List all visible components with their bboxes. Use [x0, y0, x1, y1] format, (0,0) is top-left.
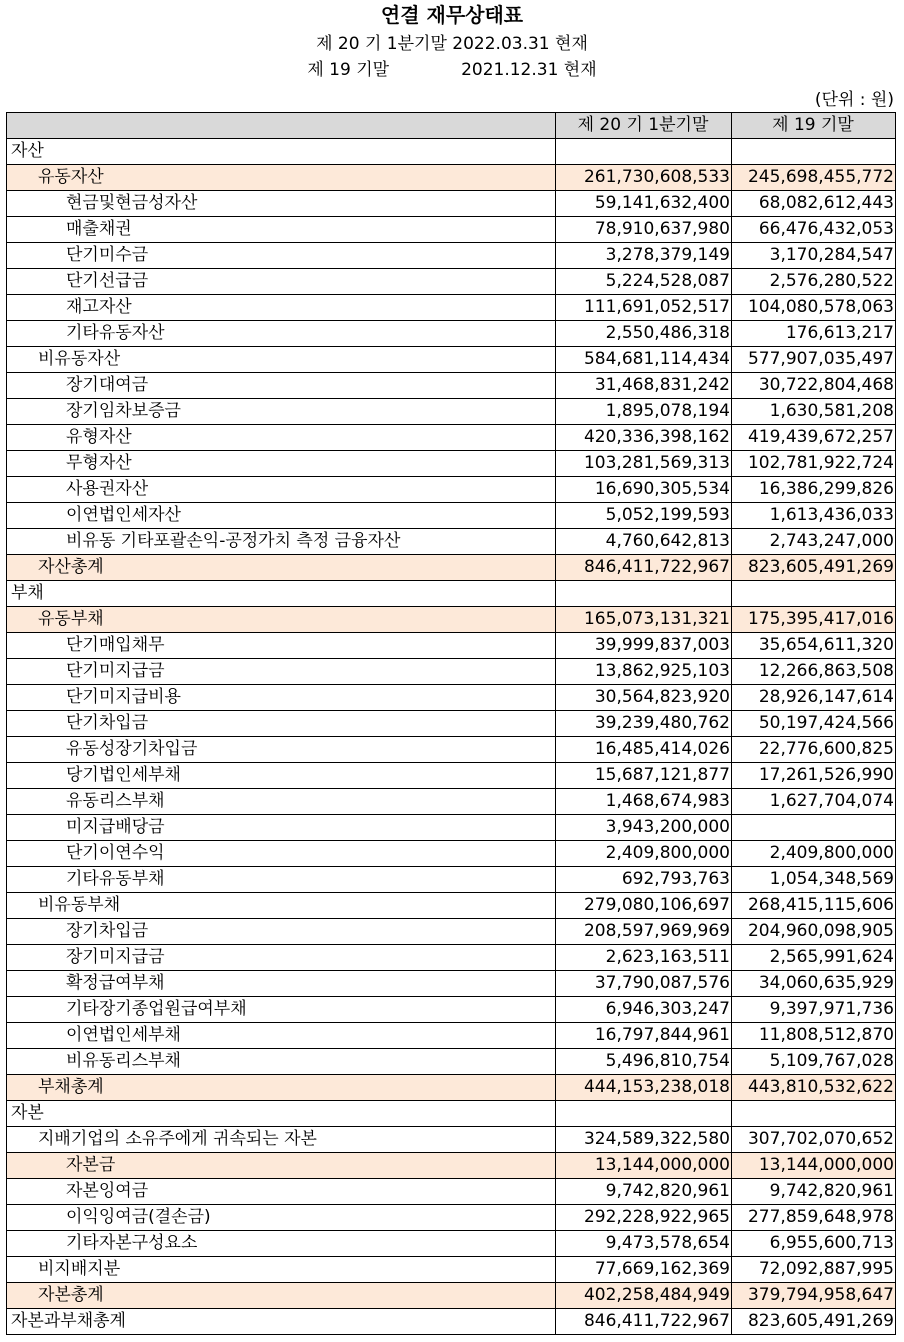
value-prior: 2,409,800,000: [732, 841, 896, 867]
table-row: [7, 659, 896, 685]
table-row: [7, 1179, 896, 1205]
account-name: 비유동자산: [7, 347, 556, 373]
table-row: [7, 1101, 896, 1127]
value-current: 16,485,414,026: [556, 737, 732, 763]
account-name: 매출채권: [7, 217, 556, 243]
value-prior: 50,197,424,566: [732, 711, 896, 737]
table-row: [7, 425, 896, 451]
period-prior-date: 2021.12.31 현재: [461, 60, 597, 80]
account-name: 비유동부채: [7, 893, 556, 919]
account-name: 확정급여부채: [7, 971, 556, 997]
account-name: 기타자본구성요소: [7, 1231, 556, 1257]
account-name: 기타장기종업원급여부채: [7, 997, 556, 1023]
value-current: 30,564,823,920: [556, 685, 732, 711]
account-name: 단기미수금: [7, 243, 556, 269]
value-current: 9,742,820,961: [556, 1179, 732, 1205]
table-row: [7, 607, 896, 633]
value-prior: 1,613,436,033: [732, 503, 896, 529]
value-prior: 2,576,280,522: [732, 269, 896, 295]
value-current: [556, 581, 732, 607]
value-prior: 2,565,991,624: [732, 945, 896, 971]
account-name: 유동부채: [7, 607, 556, 633]
value-current: 444,153,238,018: [556, 1075, 732, 1101]
value-current: 39,239,480,762: [556, 711, 732, 737]
value-prior: 28,926,147,614: [732, 685, 896, 711]
value-current: 292,228,922,965: [556, 1205, 732, 1231]
table-row: [7, 165, 896, 191]
table-row: [7, 243, 896, 269]
value-prior: 104,080,578,063: [732, 295, 896, 321]
value-current: 846,411,722,967: [556, 555, 732, 581]
value-current: 208,597,969,969: [556, 919, 732, 945]
value-prior: [732, 1101, 896, 1127]
account-name: 단기이연수익: [7, 841, 556, 867]
table-row: [7, 1023, 896, 1049]
table-row: [7, 789, 896, 815]
account-name: 단기미지급금: [7, 659, 556, 685]
account-name: 당기법인세부채: [7, 763, 556, 789]
value-prior: 2,743,247,000: [732, 529, 896, 555]
value-prior: 66,476,432,053: [732, 217, 896, 243]
table-row: [7, 1283, 896, 1309]
value-prior: 419,439,672,257: [732, 425, 896, 451]
table-row: [7, 321, 896, 347]
table-row: [7, 347, 896, 373]
value-prior: 16,386,299,826: [732, 477, 896, 503]
column-header-current: 제 20 기 1분기말: [556, 113, 732, 139]
account-name: 부채총계: [7, 1075, 556, 1101]
account-name: 사용권자산: [7, 477, 556, 503]
value-current: 261,730,608,533: [556, 165, 732, 191]
account-name: 현금및현금성자산: [7, 191, 556, 217]
value-current: 111,691,052,517: [556, 295, 732, 321]
table-row: [7, 1127, 896, 1153]
value-prior: 823,605,491,269: [732, 555, 896, 581]
value-current: 16,690,305,534: [556, 477, 732, 503]
table-row: [7, 711, 896, 737]
value-prior: 68,082,612,443: [732, 191, 896, 217]
table-row: [7, 373, 896, 399]
value-current: 31,468,831,242: [556, 373, 732, 399]
value-current: 3,943,200,000: [556, 815, 732, 841]
account-name: 단기미지급비용: [7, 685, 556, 711]
value-prior: 577,907,035,497: [732, 347, 896, 373]
value-prior: 22,776,600,825: [732, 737, 896, 763]
value-prior: 102,781,922,724: [732, 451, 896, 477]
value-prior: 245,698,455,772: [732, 165, 896, 191]
value-current: 13,144,000,000: [556, 1153, 732, 1179]
value-current: 13,862,925,103: [556, 659, 732, 685]
value-current: 3,278,379,149: [556, 243, 732, 269]
table-row: [7, 1153, 896, 1179]
account-name: 비유동리스부채: [7, 1049, 556, 1075]
account-name: 단기매입채무: [7, 633, 556, 659]
account-name: 자본: [7, 1101, 556, 1127]
table-row: [7, 945, 896, 971]
period-current: 제 20 기 1분기말 2022.03.31 현재: [316, 34, 588, 54]
table-row: [7, 763, 896, 789]
value-prior: 35,654,611,320: [732, 633, 896, 659]
table-row: [7, 1205, 896, 1231]
account-name: 유동자산: [7, 165, 556, 191]
table-row: [7, 1309, 896, 1335]
value-current: 15,687,121,877: [556, 763, 732, 789]
value-current: 5,224,528,087: [556, 269, 732, 295]
value-prior: 9,397,971,736: [732, 997, 896, 1023]
account-name: 무형자산: [7, 451, 556, 477]
value-prior: 277,859,648,978: [732, 1205, 896, 1231]
column-header-account: [7, 113, 556, 139]
value-prior: [732, 139, 896, 165]
account-name: 장기임차보증금: [7, 399, 556, 425]
value-current: 402,258,484,949: [556, 1283, 732, 1309]
table-row: [7, 867, 896, 893]
account-name: 단기선급금: [7, 269, 556, 295]
table-row: [7, 815, 896, 841]
table-row: [7, 217, 896, 243]
table-row: [7, 841, 896, 867]
table-row: [7, 399, 896, 425]
account-name: 유형자산: [7, 425, 556, 451]
account-name: 재고자산: [7, 295, 556, 321]
account-name: 미지급배당금: [7, 815, 556, 841]
value-current: 5,052,199,593: [556, 503, 732, 529]
value-current: 39,999,837,003: [556, 633, 732, 659]
account-name: 이연법인세자산: [7, 503, 556, 529]
account-name: 자본과부채총계: [7, 1309, 556, 1335]
value-current: 4,760,642,813: [556, 529, 732, 555]
value-current: 37,790,087,576: [556, 971, 732, 997]
account-name: 자산총계: [7, 555, 556, 581]
value-prior: 1,627,704,074: [732, 789, 896, 815]
value-prior: 3,170,284,547: [732, 243, 896, 269]
account-name: 기타유동부채: [7, 867, 556, 893]
table-row: [7, 191, 896, 217]
table-row: [7, 503, 896, 529]
value-prior: 307,702,070,652: [732, 1127, 896, 1153]
account-name: 비유동 기타포괄손익-공정가치 측정 금융자산: [7, 529, 556, 555]
value-prior: 5,109,767,028: [732, 1049, 896, 1075]
table-row: [7, 1257, 896, 1283]
value-prior: [732, 581, 896, 607]
value-prior: 11,808,512,870: [732, 1023, 896, 1049]
table-row: [7, 139, 896, 165]
value-prior: 6,955,600,713: [732, 1231, 896, 1257]
value-prior: 12,266,863,508: [732, 659, 896, 685]
table-row: [7, 1231, 896, 1257]
value-current: 324,589,322,580: [556, 1127, 732, 1153]
table-header-row: [7, 113, 896, 139]
account-name: 부채: [7, 581, 556, 607]
table-row: [7, 295, 896, 321]
table-row: [7, 451, 896, 477]
account-name: 장기차입금: [7, 919, 556, 945]
value-current: 584,681,114,434: [556, 347, 732, 373]
value-current: [556, 139, 732, 165]
value-prior: 268,415,115,606: [732, 893, 896, 919]
account-name: 단기차입금: [7, 711, 556, 737]
value-prior: 72,092,887,995: [732, 1257, 896, 1283]
value-current: 1,895,078,194: [556, 399, 732, 425]
table-row: [7, 633, 896, 659]
account-name: 자본금: [7, 1153, 556, 1179]
table-row: [7, 477, 896, 503]
account-name: 장기대여금: [7, 373, 556, 399]
value-prior: 1,054,348,569: [732, 867, 896, 893]
value-current: 2,550,486,318: [556, 321, 732, 347]
account-name: 자본잉여금: [7, 1179, 556, 1205]
value-current: [556, 1101, 732, 1127]
value-current: 2,409,800,000: [556, 841, 732, 867]
value-current: 6,946,303,247: [556, 997, 732, 1023]
value-prior: 204,960,098,905: [732, 919, 896, 945]
value-current: 9,473,578,654: [556, 1231, 732, 1257]
account-name: 지배기업의 소유주에게 귀속되는 자본: [7, 1127, 556, 1153]
value-current: 846,411,722,967: [556, 1309, 732, 1335]
table-row: [7, 1075, 896, 1101]
value-current: 279,080,106,697: [556, 893, 732, 919]
balance-sheet-table: [6, 112, 896, 1335]
value-prior: 823,605,491,269: [732, 1309, 896, 1335]
table-row: [7, 919, 896, 945]
account-name: 자산: [7, 139, 556, 165]
table-row: [7, 555, 896, 581]
value-prior: 34,060,635,929: [732, 971, 896, 997]
value-current: 2,623,163,511: [556, 945, 732, 971]
value-current: 5,496,810,754: [556, 1049, 732, 1075]
account-name: 장기미지급금: [7, 945, 556, 971]
account-name: 비지배지분: [7, 1257, 556, 1283]
value-prior: 443,810,532,622: [732, 1075, 896, 1101]
column-header-prior: 제 19 기말: [732, 113, 896, 139]
value-current: 1,468,674,983: [556, 789, 732, 815]
account-name: 유동리스부채: [7, 789, 556, 815]
table-row: [7, 893, 896, 919]
account-name: 이연법인세부채: [7, 1023, 556, 1049]
table-row: [7, 971, 896, 997]
table-row: [7, 997, 896, 1023]
account-name: 자본총계: [7, 1283, 556, 1309]
value-prior: 175,395,417,016: [732, 607, 896, 633]
value-current: 165,073,131,321: [556, 607, 732, 633]
value-prior: [732, 815, 896, 841]
value-current: 692,793,763: [556, 867, 732, 893]
value-prior: 1,630,581,208: [732, 399, 896, 425]
value-prior: 30,722,804,468: [732, 373, 896, 399]
value-current: 420,336,398,162: [556, 425, 732, 451]
value-prior: 176,613,217: [732, 321, 896, 347]
account-name: 이익잉여금(결손금): [7, 1205, 556, 1231]
table-row: [7, 685, 896, 711]
period-prior: [0, 58, 904, 82]
value-prior: 17,261,526,990: [732, 763, 896, 789]
document-title: 연결 재무상태표: [380, 3, 524, 27]
table-row: [7, 581, 896, 607]
table-row: [7, 529, 896, 555]
table-row: [7, 269, 896, 295]
value-prior: 379,794,958,647: [732, 1283, 896, 1309]
unit-label: (단위 : 원): [814, 90, 894, 110]
account-name: 기타유동자산: [7, 321, 556, 347]
value-prior: 9,742,820,961: [732, 1179, 896, 1205]
account-name: 유동성장기차입금: [7, 737, 556, 763]
period-prior-label: 제 19 기말: [307, 60, 390, 80]
value-prior: 13,144,000,000: [732, 1153, 896, 1179]
value-current: 103,281,569,313: [556, 451, 732, 477]
table-row: [7, 1049, 896, 1075]
value-current: 77,669,162,369: [556, 1257, 732, 1283]
value-current: 78,910,637,980: [556, 217, 732, 243]
table-row: [7, 737, 896, 763]
value-current: 16,797,844,961: [556, 1023, 732, 1049]
value-current: 59,141,632,400: [556, 191, 732, 217]
